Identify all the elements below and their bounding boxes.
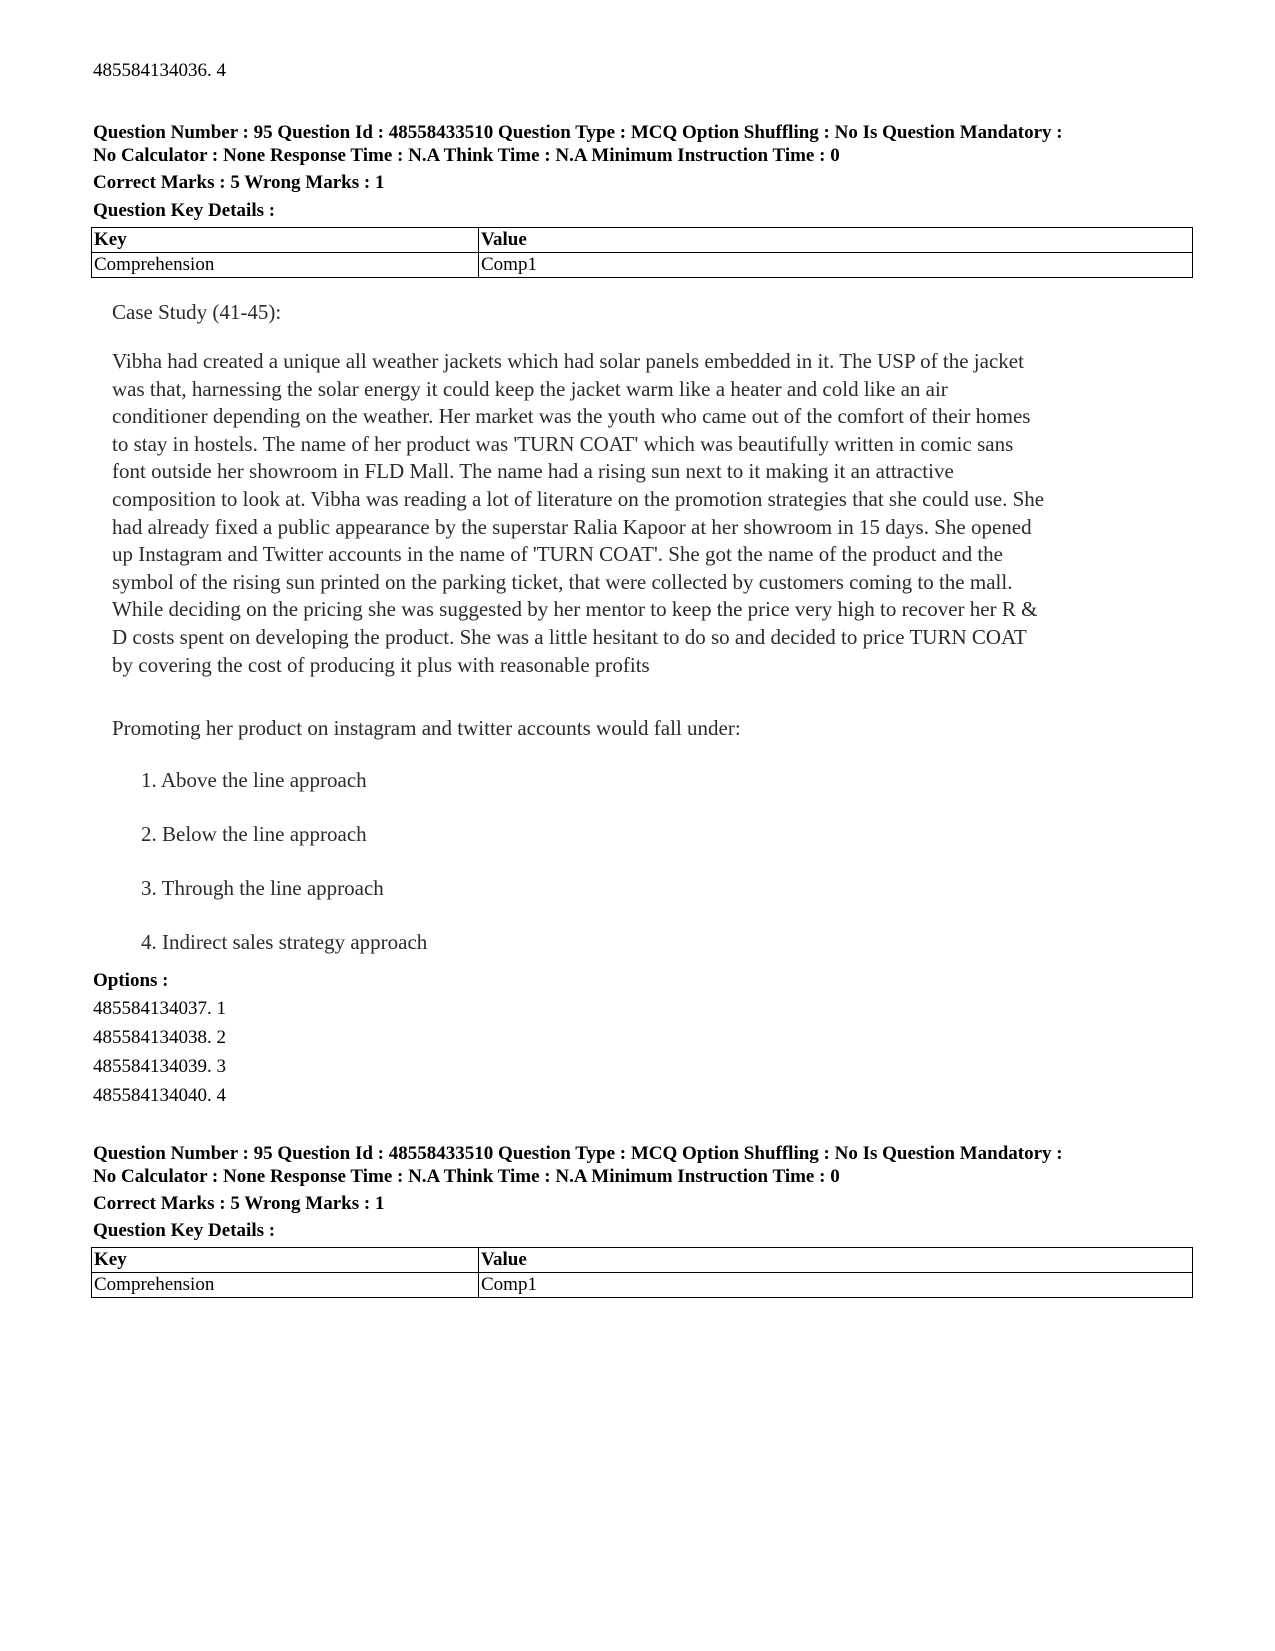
options-label: Options :	[93, 970, 169, 991]
passage-line: up Instagram and Twitter accounts in the name of 'TURN COAT'. She got the name of the product and the	[112, 542, 1003, 567]
key-details-label: Question Key Details :	[93, 1220, 276, 1241]
key-header: Key	[92, 228, 479, 253]
marks-line: Correct Marks : 5 Wrong Marks : 1	[93, 1193, 385, 1214]
key-header: Key	[92, 1248, 479, 1273]
table-row	[92, 1273, 1193, 1298]
case-study-title: Case Study (41-45):	[112, 300, 282, 324]
key-details-label: Question Key Details :	[93, 200, 276, 221]
value-header: Value	[479, 1248, 1193, 1273]
value-cell: Comp1	[479, 253, 1193, 278]
table-header-row	[92, 228, 1193, 253]
case-study-passage	[112, 348, 1212, 679]
option-item: 485584134037. 1	[93, 998, 226, 1019]
table-row	[92, 253, 1193, 278]
key-cell: Comprehension	[92, 1273, 479, 1298]
answer-choice: 4. Indirect sales strategy approach	[141, 930, 428, 954]
answer-choice: 3. Through the line approach	[141, 876, 384, 900]
value-cell: Comp1	[479, 1273, 1193, 1298]
answer-choices	[141, 768, 427, 984]
option-item: 485584134038. 2	[93, 1027, 226, 1048]
passage-line: conditioner depending on the weather. Her market was the youth who came out of the comfort of their homes	[112, 404, 1031, 429]
question-meta-line-1: Question Number : 95 Question Id : 48558433510 Question Type : MCQ Option Shuffling : No Is Question Mandatory :	[93, 122, 1063, 143]
options-list	[93, 994, 226, 1110]
key-details-table	[91, 1247, 1193, 1298]
passage-line: font outside her showroom in FLD Mall. The name had a rising sun next to it making it an attractive	[112, 459, 954, 484]
passage-line: to stay in hostels. The name of her product was 'TURN COAT' which was beautifully written in comic sans	[112, 431, 1014, 456]
passage-line: was that, harnessing the solar energy it could keep the jacket warm like a heater and cold like an air	[112, 376, 948, 401]
key-details-table	[91, 227, 1193, 278]
option-item: 485584134040. 4	[93, 1085, 226, 1106]
table-header-row	[92, 1248, 1193, 1273]
passage-line: While deciding on the pricing she was suggested by her mentor to keep the price very high to recover her R &	[112, 597, 1038, 622]
option-item: 485584134039. 3	[93, 1056, 226, 1077]
passage-line: D costs spent on developing the product. She was a little hesitant to do so and decided to price TURN COAT	[112, 624, 1027, 649]
question-meta-line-1: Question Number : 95 Question Id : 48558433510 Question Type : MCQ Option Shuffling : No Is Question Mandatory :	[93, 1143, 1063, 1164]
passage-line: had already fixed a public appearance by the superstar Ralia Kapoor at her showroom in 15 days. She opened	[112, 514, 1032, 539]
answer-choice: 1. Above the line approach	[141, 768, 367, 792]
passage-line: symbol of the rising sun printed on the parking ticket, that were collected by customers coming to the mall.	[112, 569, 1013, 594]
question-stem: Promoting her product on instagram and twitter accounts would fall under:	[112, 716, 741, 740]
answer-choice: 2. Below the line approach	[141, 822, 367, 846]
passage-line: composition to look at. Vibha was reading a lot of literature on the promotion strategies that she could use. She	[112, 486, 1045, 511]
key-cell: Comprehension	[92, 253, 479, 278]
previous-option-line: 485584134036. 4	[93, 60, 226, 81]
marks-line: Correct Marks : 5 Wrong Marks : 1	[93, 172, 385, 193]
value-header: Value	[479, 228, 1193, 253]
question-meta-line-2: No Calculator : None Response Time : N.A Think Time : N.A Minimum Instruction Time : 0	[93, 145, 840, 166]
question-meta-line-2: No Calculator : None Response Time : N.A Think Time : N.A Minimum Instruction Time : 0	[93, 1166, 840, 1187]
passage-line: Vibha had created a unique all weather jackets which had solar panels embedded in it. The USP of the jacket	[112, 349, 1024, 373]
passage-line: by covering the cost of producing it plus with reasonable profits	[112, 652, 650, 677]
